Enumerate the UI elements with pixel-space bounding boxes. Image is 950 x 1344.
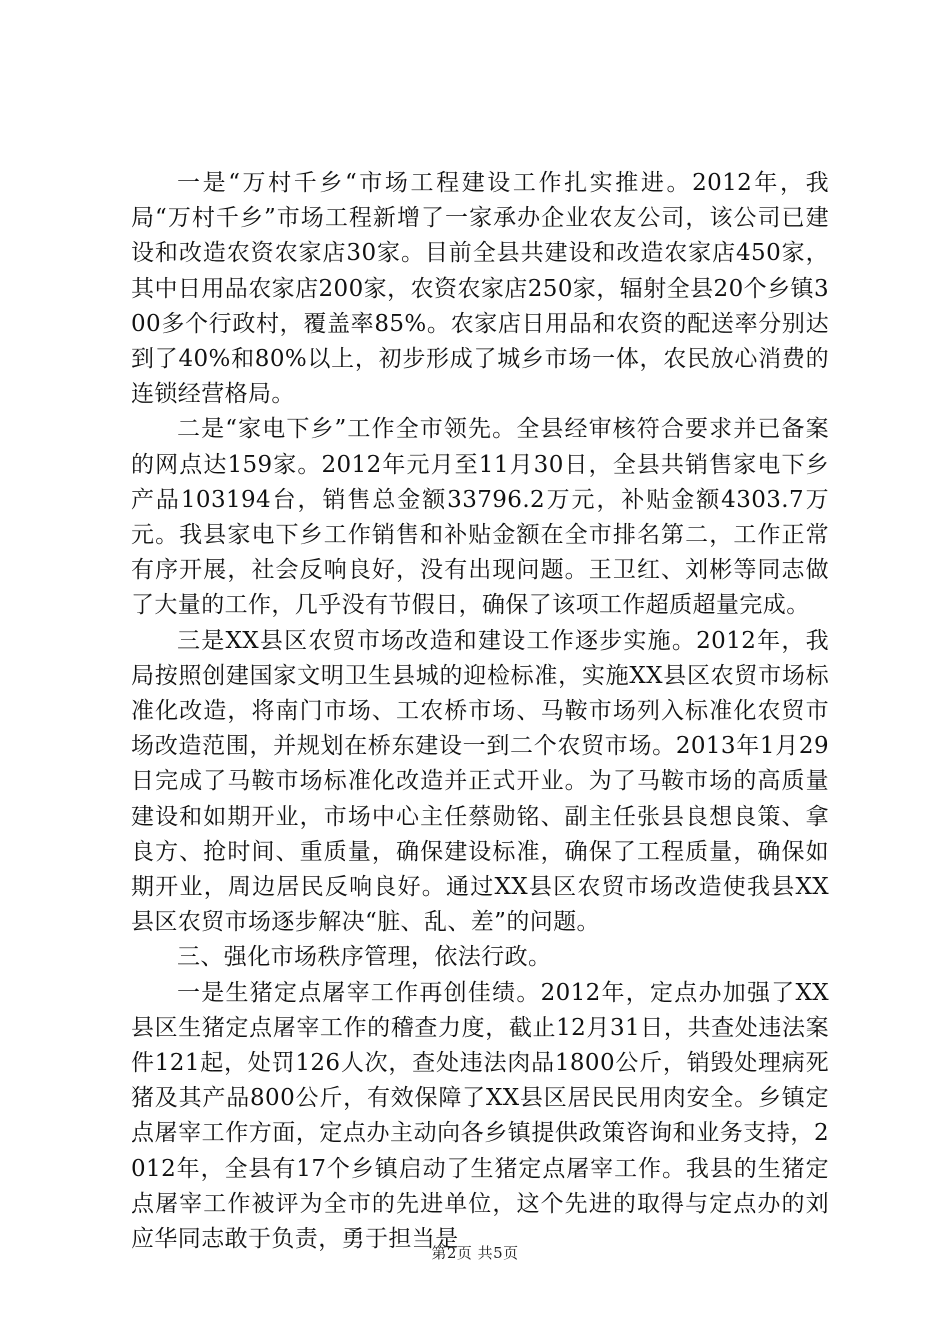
document-body xyxy=(131,166,829,1257)
page-number-footer: 第2页 共5页 xyxy=(431,1244,519,1262)
paragraph-wancun-qianxiang: 一是“万村千乡“市场工程建设工作扎实推进。2012年，我局“万村千乡”市场工程新增了一家承办企业农友公司，该公司已建设和改造农资农家店30家。目前全县共建设和改造农家店450家，其中日用品农家店200家，农资农家店250家，辐射全县20个乡镇300多个行政村，覆盖率85%。农家店日用品和农资的配送率分别达到了40%和80%以上，初步形成了城乡市场一体，农民放心消费的连锁经营格局。 xyxy=(131,170,829,408)
paragraph-jiadian-xiaxiang: 二是“家电下乡”工作全市领先。全县经审核符合要求并已备案的网点达159家。2012年元月至11月30日，全县共销售家电下乡产品103194台，销售总金额33796.2万元，补贴金额4303.7万元。我县家电下乡工作销售和补贴金额在全市排名第二，工作正常有序开展，社会反响良好，没有出现问题。王卫红、刘彬等同志做了大量的工作，几乎没有节假日，确保了该项工作超质超量完成。 xyxy=(131,416,829,619)
section-heading-market-order: 三、强化市场秩序管理，依法行政。 xyxy=(177,944,552,971)
paragraph-nongmao-shichang: 三是XX县区农贸市场改造和建设工作逐步实施。2012年，我局按照创建国家文明卫生县城的迎检标准，实施XX县区农贸市场标准化改造，将南门市场、工农桥市场、马鞍市场列入标准化农贸市场改造范围，并规划在桥东建设一到二个农贸市场。2013年1月29日完成了马鞍市场标准化改造并正式开业。为了马鞍市场的高质量建设和如期开业，市场中心主任蔡勋铭、副主任张县良想良策、拿良方、抢时间、重质量，确保建设标准，确保了工程质量，确保如期开业，周边居民反响良好。通过XX县区农贸市场改造使我县XX县区农贸市场逐步解决“脏、乱、差”的问题。 xyxy=(131,627,829,936)
paragraph-shengzhu-tuzai: 一是生猪定点屠宰工作再创佳绩。2012年，定点办加强了XX县区生猪定点屠宰工作的稽查力度，截止12月31日，共查处违法案件121起，处罚126人次，查处违法肉品1800公斤，销毁处理病死猪及其产品800公斤，有效保障了XX县区居民民用肉安全。乡镇定点屠宰工作方面，定点办主动向各乡镇提供政策咨询和业务支持，2012年，全县有17个乡镇启动了生猪定点屠宰工作。我县的生猪定点屠宰工作被评为全市的先进单位，这个先进的取得与定点办的刘应华同志敢于负责，勇于担当是 xyxy=(131,979,829,1253)
